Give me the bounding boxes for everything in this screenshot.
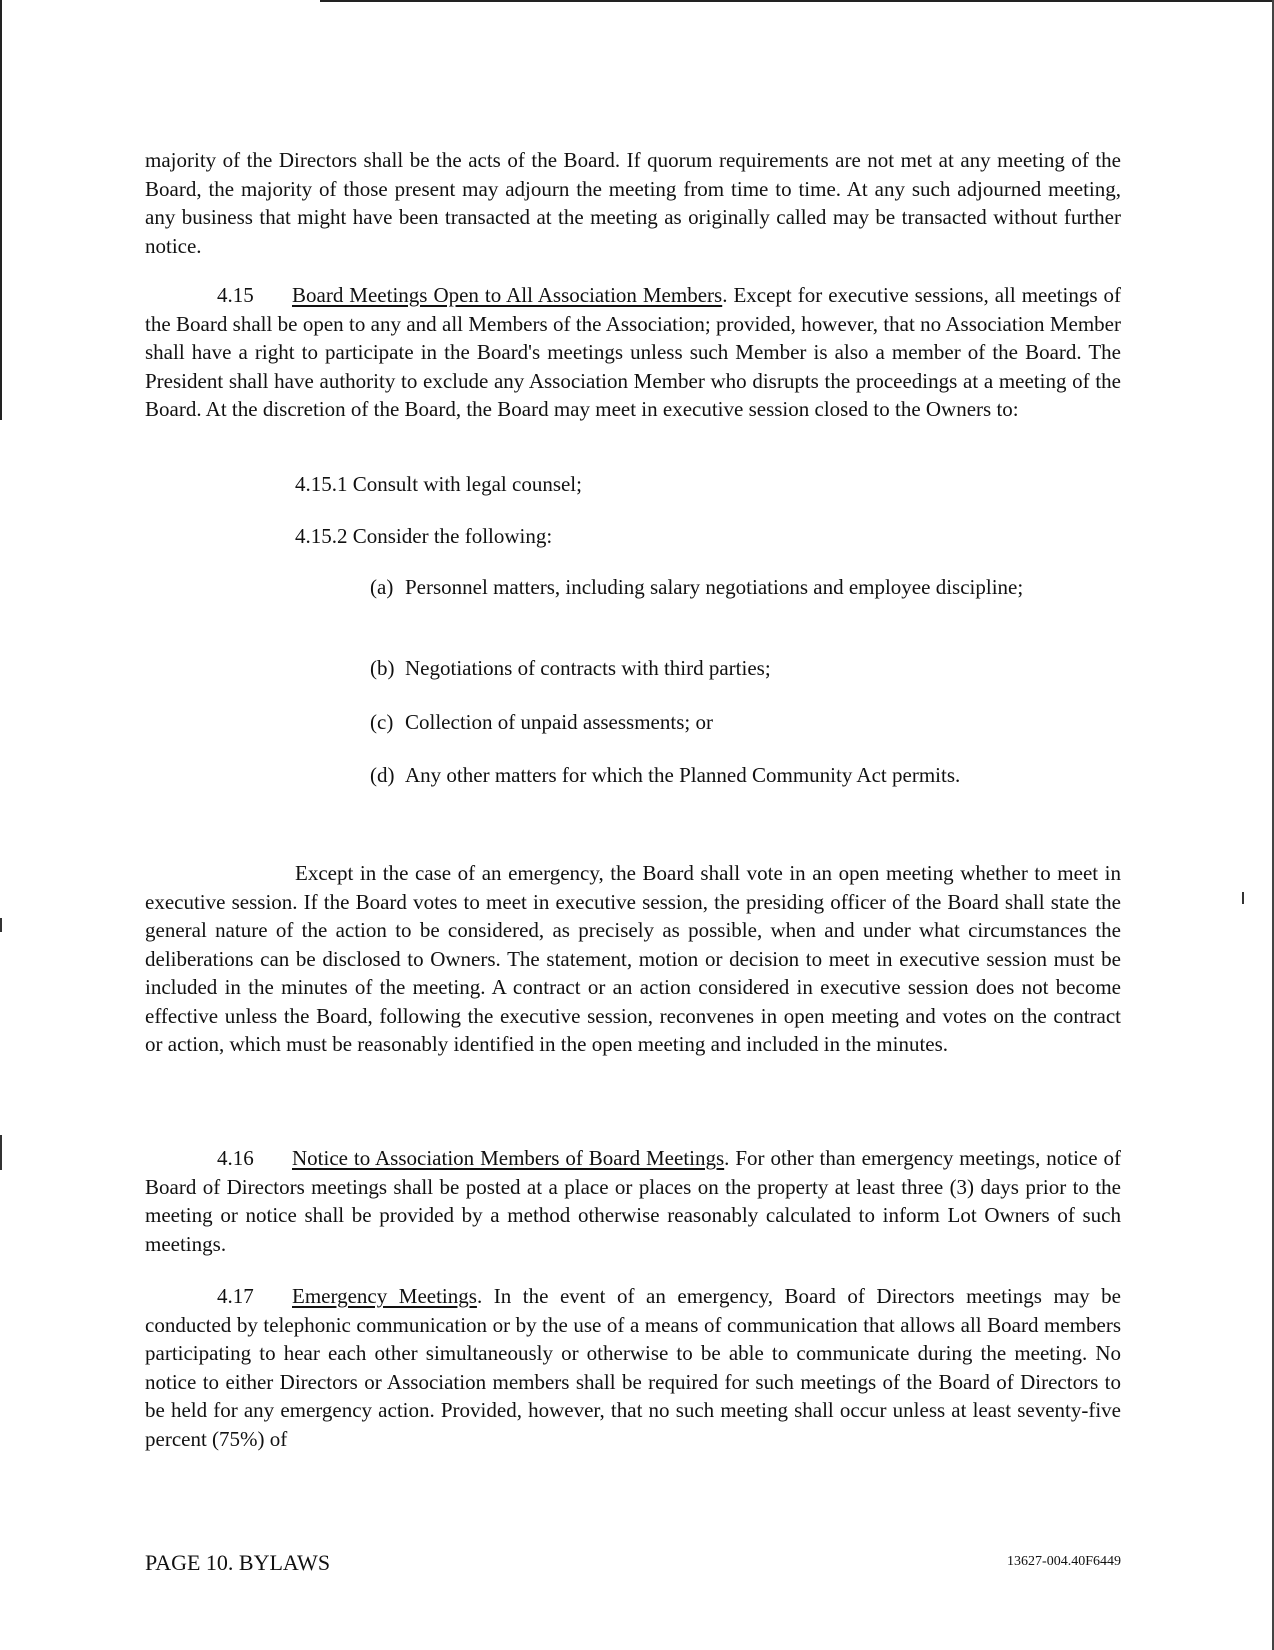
- subsection-4-15-2: 4.15.2 Consider the following:: [295, 524, 553, 548]
- section-number: 4.17: [217, 1284, 254, 1308]
- section-4-17: [145, 1282, 1121, 1453]
- section-heading: Notice to Association Members of Board Meetings: [292, 1146, 725, 1170]
- continuation-paragraph: majority of the Directors shall be the acts of the Board. If quorum requirements are not met at any meeting of the Board, the majority of those present may adjourn the meeting from time to time. At any such adjourned meeting, any business that might have been transacted at the meeting as originally called may be transacted without further notice.: [145, 148, 1121, 258]
- list-item-label: (b): [370, 656, 395, 680]
- list-item: [370, 761, 1121, 790]
- section-body: . For other than emergency meetings, notice of Board of Directors meetings shall be posted at a place or places on the property at least three (3) days prior to the meeting or notice shall be provided by a method otherwise reasonably calculated to inform Lot Owners of such meetings.: [145, 1146, 1121, 1256]
- section-body: . In the event of an emergency, Board of Directors meetings may be conducted by telephonic communication or by the use of a means of communication that allows all Board members participating to hear each other simultaneously or otherwise to be able to communicate during the meeting. No notice to either Directors or Association members shall be required for such meetings of the Board of Directors to be held for any emergency action. Provided, however, that no such meeting shall occur unless at least seventy-five percent (75%) of: [145, 1284, 1121, 1451]
- list-item: [370, 708, 1121, 737]
- list-item-text: Collection of unpaid assessments; or: [405, 710, 713, 734]
- scan-edge-top: [320, 0, 1274, 2]
- section-4-16: [145, 1144, 1121, 1258]
- list-item-text: Any other matters for which the Planned Community Act permits.: [405, 763, 961, 787]
- executive-session-paragraph: [145, 859, 1121, 1059]
- page-footer: [145, 1550, 1121, 1580]
- section-body: . Except for executive sessions, all meetings of the Board shall be open to any and all Members of the Association; provided, however, that no Association Member shall have a right to participate in the Board's meetings unless such Member is also a member of the Board. The President shall have authority to exclude any Association Member who disrupts the proceedings at a meeting of the Board. At the discretion of the Board, the Board may meet in executive session closed to the Owners to:: [145, 283, 1121, 421]
- list-item: [370, 573, 1121, 602]
- list-item-text: Negotiations of contracts with third parties;: [405, 656, 771, 680]
- subsection-4-15-1: 4.15.1 Consult with legal counsel;: [295, 472, 582, 496]
- list-item-label: (d): [370, 763, 395, 787]
- list-item-label: (a): [370, 575, 394, 599]
- section-number: 4.15: [217, 283, 254, 307]
- paragraph-text: Except in the case of an emergency, the Board shall vote in an open meeting whether to meet in executive session. If the Board votes to meet in executive session, the presiding officer of the Board shall state the general nature of the action to be considered, as precisely as possible, when and under what circumstances the deliberations can be disclosed to Owners. The statement, motion or decision to meet in executive session must be included in the minutes of the meeting. A contract or an action considered in executive session does not become effective unless the Board, following the executive session, reconvenes in open meeting and votes on the contract or action, which must be reasonably identified in the open meeting and included in the minutes.: [145, 861, 1121, 1056]
- section-heading: Emergency Meetings: [292, 1284, 477, 1308]
- footer-page-label: PAGE 10. BYLAWS: [145, 1550, 331, 1575]
- list-item-text: Personnel matters, including salary negotiations and employee discipline;: [405, 575, 1024, 599]
- section-number: 4.16: [217, 1146, 254, 1170]
- list-item-label: (c): [370, 710, 394, 734]
- section-heading: Board Meetings Open to All Association Members: [292, 283, 723, 307]
- scan-mark: [0, 918, 2, 932]
- section-4-15: [145, 281, 1121, 424]
- list-item: [370, 654, 1121, 683]
- scan-edge-left: [0, 0, 2, 420]
- footer-doc-id: 13627-004.40F6449: [1007, 1554, 1121, 1569]
- scan-mark: [1242, 892, 1244, 904]
- scan-mark: [0, 1135, 2, 1170]
